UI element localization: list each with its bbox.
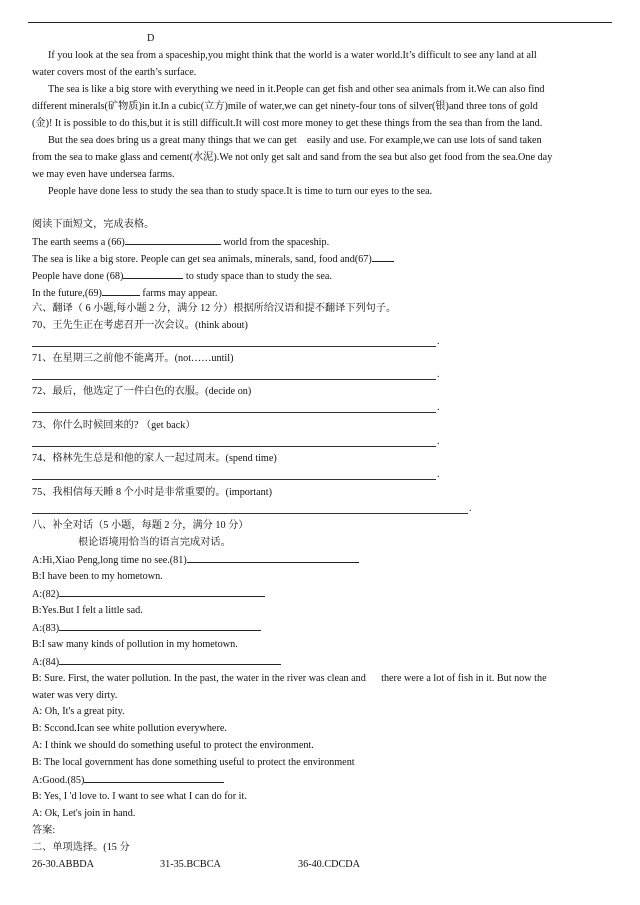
dialogue-line-83: A:(83) — [32, 621, 261, 635]
answer-line-72[interactable] — [32, 412, 436, 413]
fill-line-68: People have done (68) to study space than to study the sea. — [32, 271, 332, 282]
passage-line: People have done less to study the sea than to study space.It is time to turn our eyes to the sea. — [48, 186, 433, 197]
answer-dot: . — [437, 436, 440, 447]
dialogue-line-81: A:Hi,Xiao Peng,long time no see.(81) — [32, 553, 359, 567]
dialogue-line: A: Ok, Let's join in hand. — [32, 808, 136, 819]
dialogue-line: water was very dirty. — [32, 690, 118, 701]
answer-dot: . — [469, 503, 472, 514]
translation-item-73: 73、你什么时候回来的? （get back） — [32, 420, 196, 431]
blank-69[interactable] — [102, 286, 140, 296]
blank-84[interactable] — [59, 655, 281, 665]
translation-item-74: 74、格林先生总是和他的家人一起过周末。(spend time) — [32, 453, 277, 464]
dialogue-line: B:I have been to my hometown. — [32, 571, 163, 582]
dialogue-heading: 八、补全对话（5 小题，每题 2 分，满分 10 分） — [32, 520, 249, 531]
answer-line-70[interactable] — [32, 346, 436, 347]
answers-section: 二、单项选择。(15 分 — [32, 842, 130, 853]
blank-82[interactable] — [59, 587, 265, 597]
dialogue-line: A: I think we should do something useful to protect the environment. — [32, 740, 314, 751]
answer-dot: . — [437, 402, 440, 413]
dialogue-line: B:I saw many kinds of pollution in my hometown. — [32, 639, 238, 650]
answer-line-74[interactable] — [32, 479, 436, 480]
passage-line: we may even have undersea farms. — [32, 169, 175, 180]
dialogue-line-84: A:(84) — [32, 655, 281, 669]
dialogue-line: B: Sccond.Ican see white pollution everywhere. — [32, 723, 227, 734]
blank-66[interactable] — [125, 235, 221, 245]
translation-item-72: 72、最后，他选定了一件白色的衣服。(decide on) — [32, 386, 252, 397]
dialogue-line: B: Sure. First, the water pollution. In the past, the water in the river was clean and there were a lot of fish in it. But now the — [32, 673, 547, 684]
passage-line: The sea is like a big store with everything we need in it.People can get fish and other sea animals from it.We can also find — [48, 84, 545, 95]
answer-dot: . — [437, 469, 440, 480]
dialogue-line: A: Oh, It's a great pity. — [32, 706, 125, 717]
fill-line-69: In the future,(69) farms may appear. — [32, 288, 218, 299]
blank-81[interactable] — [187, 553, 359, 563]
answer-group-2: 31-35.BCBCA — [160, 859, 221, 870]
translation-heading: 六、翻译（ 6 小题,每小题 2 分，满分 12 分）根据所给汉语和提不翻译下列句子。 — [32, 303, 397, 314]
answer-line-71[interactable] — [32, 379, 436, 380]
passage-line: But the sea does bring us a great many things that we can get easily and use. For example,we can use lots of sand taken — [48, 135, 542, 146]
fill-line-66: The earth seems a (66) world from the spaceship. — [32, 237, 330, 248]
translation-item-70: 70、王先生正在考虑召开一次会议。(think about) — [32, 320, 248, 331]
answer-group-3: 36-40.CDCDA — [298, 859, 360, 870]
dialogue-subheading: 根论语境用恰当的语言完成对话。 — [78, 537, 231, 548]
answers-heading: 答案: — [32, 825, 56, 836]
answer-dot: . — [437, 336, 440, 347]
dialogue-line: B:Yes.But I felt a little sad. — [32, 605, 143, 616]
blank-85[interactable] — [84, 773, 224, 783]
dialogue-line-82: A:(82) — [32, 587, 265, 601]
answer-line-73[interactable] — [32, 446, 436, 447]
answer-line-75[interactable] — [32, 513, 468, 514]
fill-line-67: The sea is like a big store. People can get sea animals, minerals, sand, food and(67) — [32, 252, 394, 266]
dialogue-line-85: A:Good.(85) — [32, 773, 224, 787]
answer-dot: . — [437, 369, 440, 380]
passage-line: from the sea to make glass and cement(水泥).We not only get salt and sand from the sea but also get food from the sea.One day — [32, 152, 553, 163]
answer-group-1: 26-30.ABBDA — [32, 859, 94, 870]
translation-item-75: 75、我相信每天睡 8 个小时是非常重要的。(important) — [32, 487, 272, 498]
passage-letter: D — [147, 33, 155, 44]
top-rule — [28, 22, 612, 23]
passage-line: If you look at the sea from a spaceship,you might think that the world is a water world.It’s difficult to see any land at all — [48, 50, 537, 61]
passage-line: (金)! It is possible to do this,but it is still difficult.It will cost more money to get these things from the sea than from the land. — [32, 118, 543, 129]
passage-line: water covers most of the earth’s surface. — [32, 67, 197, 78]
dialogue-line: B: The local government has done something useful to protect the environment — [32, 757, 355, 768]
passage-line: different minerals(矿物质)in it.In a cubic(立方)mile of water,we can get ninety-four tons of silver(银)and three tons of gold — [32, 101, 538, 112]
translation-item-71: 71、在星期三之前他不能离开。(not……until) — [32, 353, 234, 364]
blank-67[interactable] — [372, 252, 394, 262]
blank-68[interactable] — [123, 269, 183, 279]
blank-83[interactable] — [59, 621, 261, 631]
table-task-heading: 阅读下面短文，完成表格。 — [32, 219, 155, 230]
dialogue-line: B: Yes, I 'd love to. I want to see what I can do for it. — [32, 791, 247, 802]
